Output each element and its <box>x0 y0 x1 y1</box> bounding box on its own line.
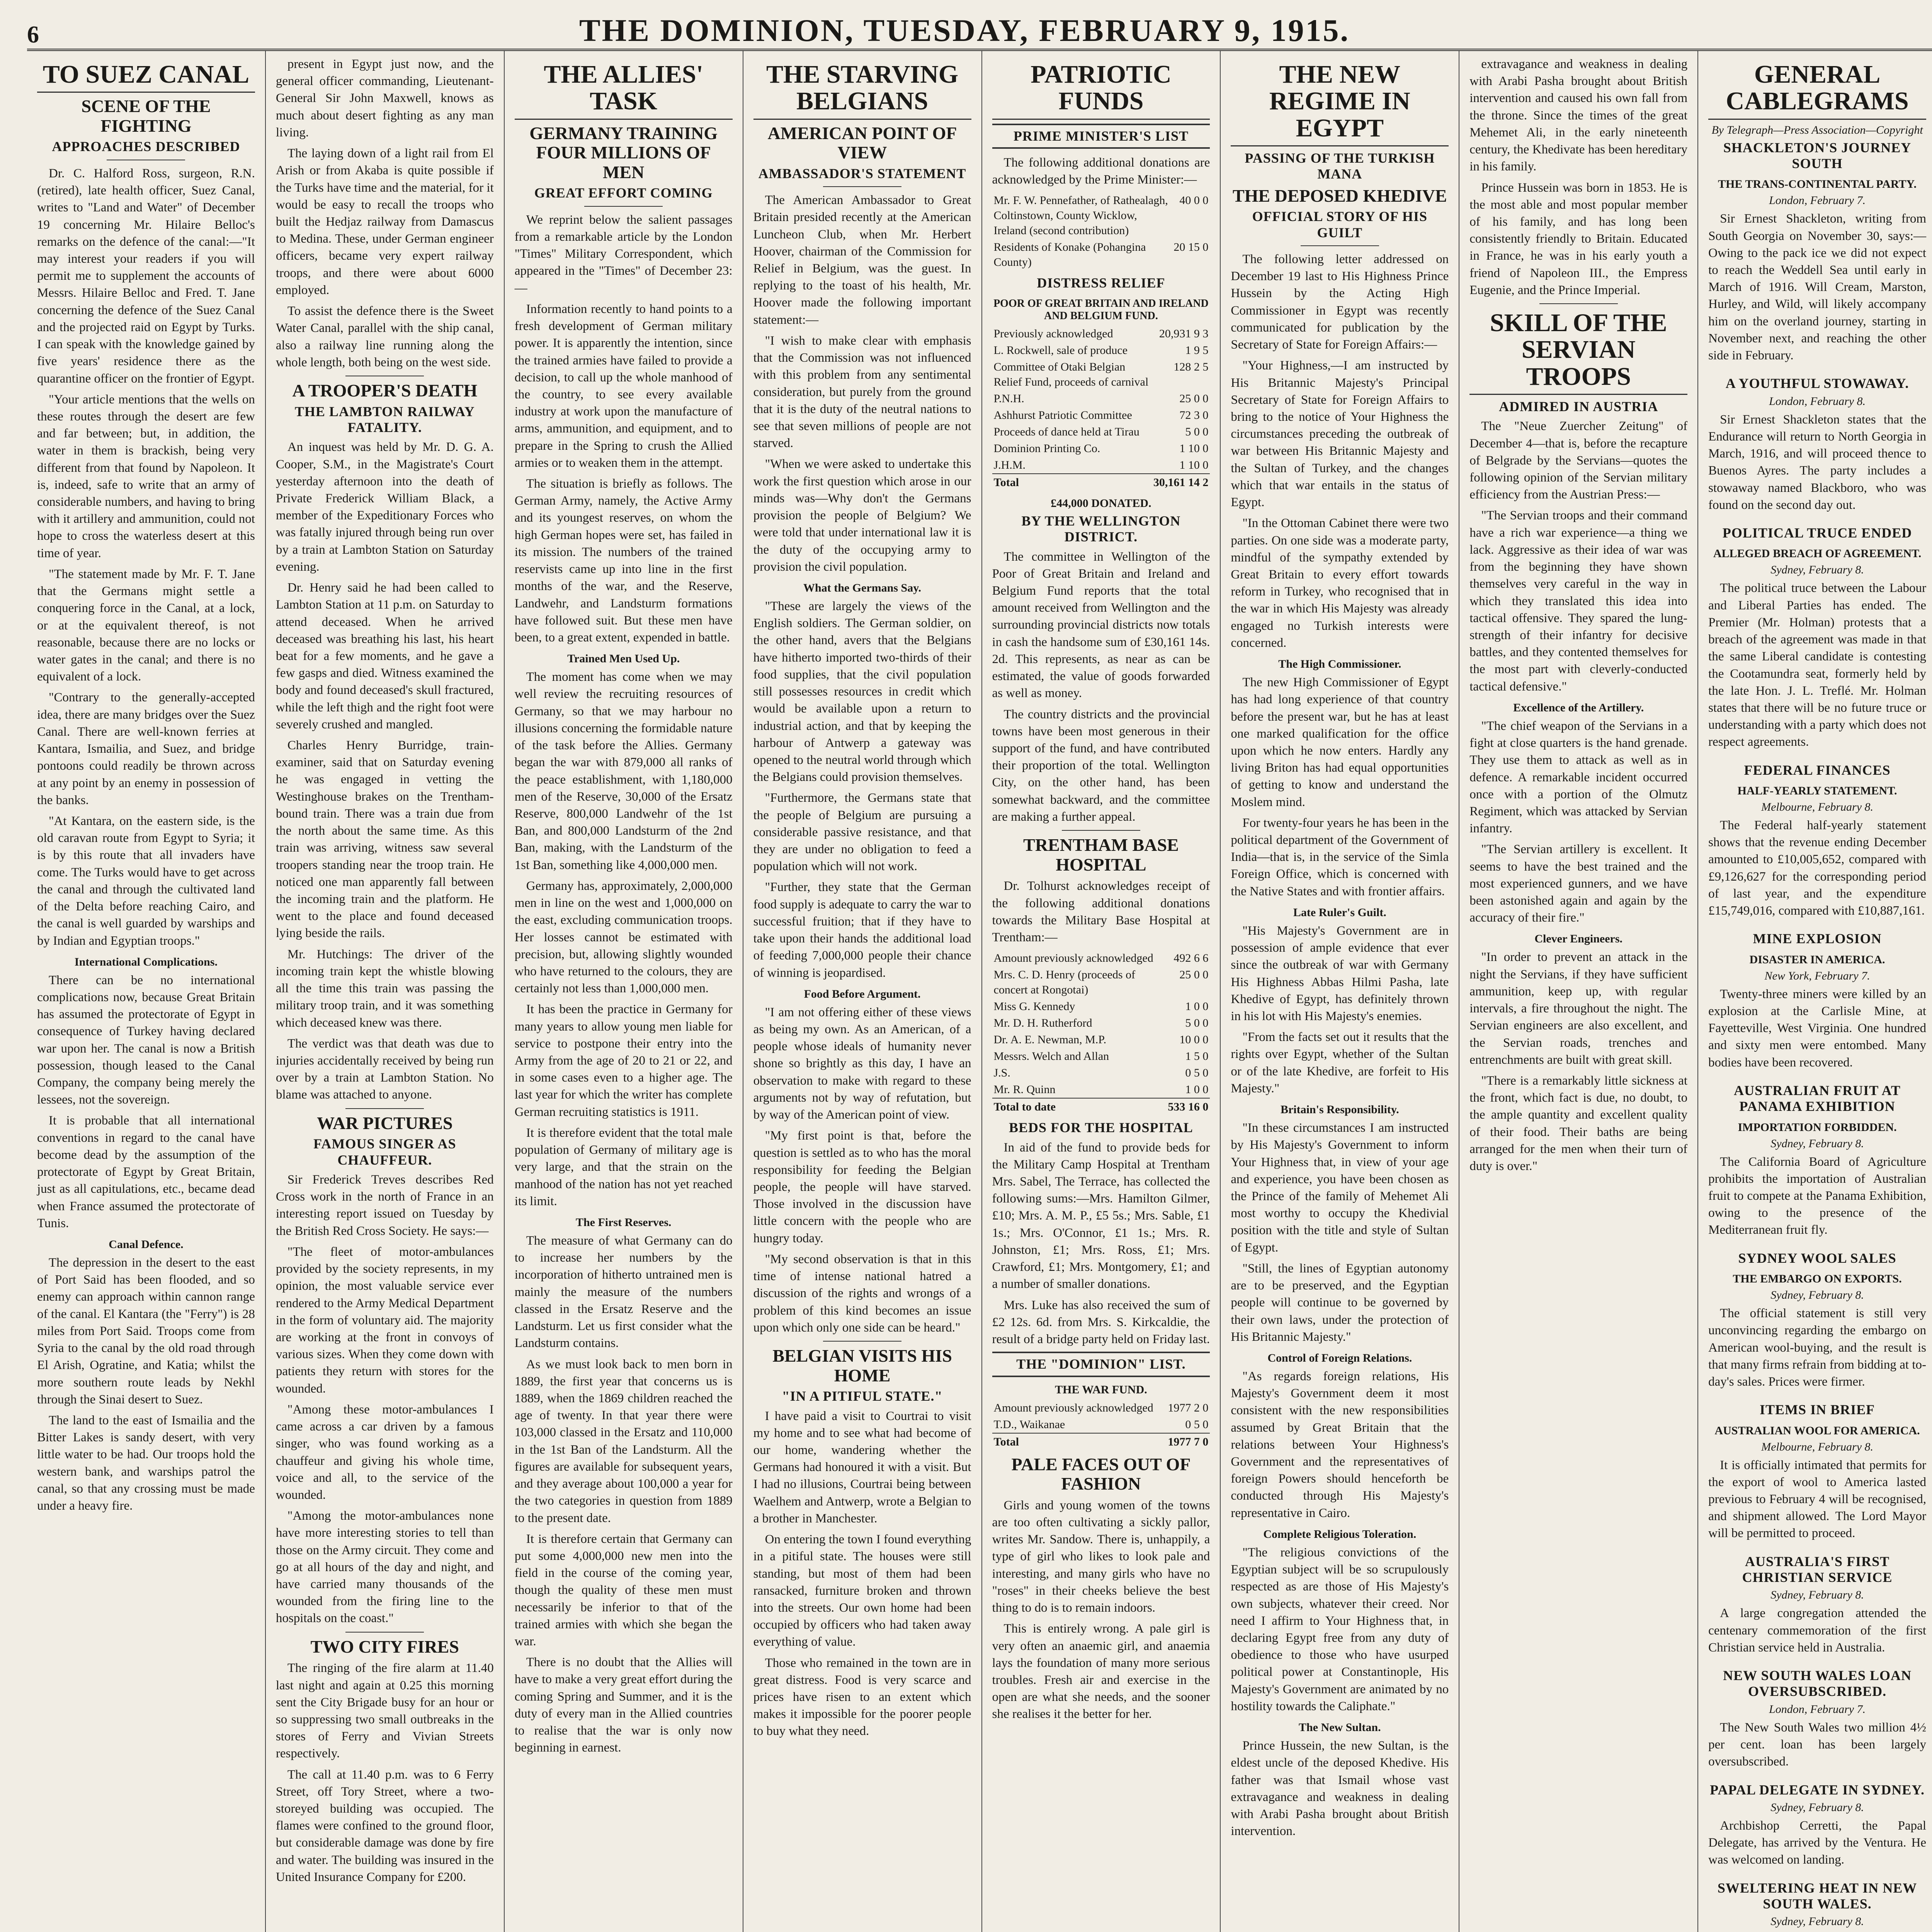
amount: 492 6 6 <box>1173 952 1209 965</box>
subhead-dominion-list: THE "DOMINION" LIST. <box>992 1352 1210 1377</box>
cable-dateline: Sydney, February 8. <box>1770 1801 1864 1814</box>
fund-intro: Dr. Tolhurst acknowledges receipt of the following additional donations towards the Military Base Hospital at Trentham:— <box>992 879 1210 944</box>
subsubhead-suez: APPROACHES DESCRIBED <box>52 139 240 155</box>
amount: 128 2 5 <box>1173 360 1209 373</box>
table-row <box>992 1400 1210 1416</box>
subhead-starving-belgians: AMERICAN POINT OF VIEW <box>767 123 957 163</box>
subhead-admired-austria: ADMIRED IN AUSTRIA <box>1499 398 1658 414</box>
article-paragraph: "The statement made by Mr. F. T. Jane that the Germans might settle a conquering force in the Canal, at a lock, or at the equivalent thereof, is not reasonable, because there are no locks or water gates in the canal; and there is no equivalent of a lock. <box>37 567 255 684</box>
total-label: Total to date <box>992 1098 1167 1115</box>
section-subhead: Canal Defence. <box>109 1238 184 1251</box>
cable-item <box>1708 762 1926 920</box>
donor: Mrs. C. D. Henry (proceeds of concert at Rongotai) <box>993 968 1136 997</box>
article-paragraph: This is entirely wrong. A pale girl is very often an anaemic girl, and anaemia lays the foundation of many more serious troubles. Fresh air and exercise in the open are what she needs, and the sooner she realises it the better for her. <box>992 1622 1210 1721</box>
donor: Mr. R. Quinn <box>993 1083 1056 1096</box>
article-paragraph: The call at 11.40 p.m. was to 6 Ferry Street, off Tory Street, where a two-storeyed building was occupied. The flames were confined to the ground floor, but considerable damage was done by fire and water. The building was insured in the United Insurance Company for £200. <box>276 1767 494 1884</box>
total-row <box>992 1098 1210 1115</box>
article-paragraph: "My first point is that, before the question is settled as to who has the moral responsibility for feeding the Belgian people, the people will have starved. Those involved in the discussion have little concern with the people who are hungry today. <box>753 1129 971 1245</box>
cable-subhead: THE EMBARGO ON EXPORTS. <box>1733 1272 1902 1286</box>
donor: P.N.H. <box>993 392 1024 405</box>
amount: 20 15 0 <box>1173 241 1209 254</box>
article-paragraph: Prince Hussein was born in 1853. He is the most able and most popular member of his family, and has long been consistently friendly to Britain. Educated in France, he was in his early youth a friend of Napoleon III., the Empress Eugenie, and the Prince Imperial. <box>1469 180 1688 297</box>
headline-allies-task: THE ALLIES' TASK <box>515 61 733 120</box>
donor: Ashhurst Patriotic Committee <box>993 408 1132 422</box>
donor: Amount previously acknowledged <box>993 952 1153 965</box>
headline-suez: TO SUEZ CANAL <box>37 61 255 93</box>
article-paragraph: For twenty-four years he has been in the political department of the Government of India—that is, in the service of the Simla Foreign Office, which is concerned with the Native States and with frontier affairs. <box>1231 816 1449 898</box>
article-paragraph: In aid of the fund to provide beds for the Military Camp Hospital at Trentham Mrs. Sabel, The Terrace, has collected the following sums:—Mrs. Hamilton Gilmer, £10; Mrs. A. M. P., £5 5s.; Mrs. Sable, £1 1s.; Mrs. O'Connor, £1 1s.; Mrs. R. Johnston, £1; Mrs. Ross, £1; Mrs. Crawford, £1; Mrs. Montgomery, £1; and a number of smaller donations. <box>992 1140 1210 1291</box>
article-paragraph: It has been the practice in Germany for many years to allow young men liable for service to postpone their entry into the Army from the age of 20 to 21 or 22, and in some cases even to a higher age. The last year for which the writer has complete German recruiting statistics is 1911. <box>514 1002 733 1119</box>
cable-headline: A YOUTHFUL STOWAWAY. <box>1725 376 1909 391</box>
headline-belgian-visits: BELGIAN VISITS HIS HOME <box>772 1345 952 1385</box>
cable-dateline: Sydney, February 8. <box>1770 1137 1864 1150</box>
donor: J.H.M. <box>993 458 1026 471</box>
subsubhead-allies-task: GREAT EFFORT COMING <box>534 185 713 201</box>
cable-text: The Federal half-yearly statement shows that the revenue ending December amounted to £10,005,652, compared with £9,126,627 for the corresponding period of last year, and the expenditure £15,749,016, compared with £10,887,161. <box>1708 818 1926 918</box>
donor: Dominion Printing Co. <box>993 442 1100 455</box>
fund-intro: The following additional donations are acknowledged by the Prime Minister:— <box>992 155 1210 187</box>
donated-note: £44,000 DONATED. <box>1051 497 1151 510</box>
section-subhead: Britain's Responsibility. <box>1280 1103 1399 1116</box>
cable-headline: SYDNEY WOOL SALES <box>1738 1250 1896 1266</box>
table-row <box>992 950 1210 966</box>
amount: 0 5 0 <box>1185 1066 1209 1080</box>
cable-text: A large congregation attended the centenary commemoration of the first Christian service held in Australia. <box>1708 1606 1926 1655</box>
cable-dateline: Sydney, February 8. <box>1770 1289 1864 1302</box>
cable-headline: SWELTERING HEAT IN NEW SOUTH WALES. <box>1717 1880 1917 1912</box>
masthead <box>27 13 1932 51</box>
article-paragraph: "Still, the lines of Egyptian autonomy are to be preserved, and the Egyptian people will continue to be governed by their own laws, under the protection of His Britannic Majesty." <box>1231 1261 1449 1344</box>
table-row <box>992 239 1210 270</box>
amount: 1 0 0 <box>1185 1083 1209 1096</box>
subhead-suez: SCENE OF THE FIGHTING <box>81 96 211 136</box>
amount: 1 9 5 <box>1185 344 1209 357</box>
article-paragraph: "His Majesty's Government are in possession of ample evidence that ever since the outbreak of war with Germany His Highness Abbas Hilmi Pasha, late Khedive of Egypt, has definitely thrown in his lot with His Majesty's enemies. <box>1231 923 1449 1024</box>
section-subhead: Food Before Argument. <box>804 987 921 1000</box>
cable-dateline: Sydney, February 8. <box>1770 1915 1864 1928</box>
table-row <box>992 359 1210 390</box>
subhead-war-pictures: FAMOUS SINGER AS CHAUFFEUR. <box>313 1136 456 1168</box>
article-paragraph: It is probable that all international conventions in regard to the canal have become dead by the assumption of the protectorate of Egypt by Great Britain, just as all capitulations, etc., became dead when France assumed the protectorate of Tunis. <box>37 1114 255 1230</box>
table-row <box>992 1065 1210 1081</box>
total-row <box>992 474 1210 491</box>
article-paragraph: Dr. C. Halford Ross, surgeon, R.N. (retired), late health officer, Suez Canal, writes to "Land and Water" of December 19 concerning Mr. Hilaire Belloc's remarks on the defence of the canal:—"It may interest your readers if you will permit me to supplement the accounts of Messrs. Hilaire Belloc and Fred. T. Jane concerning the defence of the Suez Canal and the projected raid on Egypt by Turks. I can speak with the knowledge gained by five years' residence there as the quarantine officer on the frontier of Egypt. <box>37 166 255 386</box>
table-row <box>992 457 1210 474</box>
subhead-distress-relief: DISTRESS RELIEF <box>1037 275 1165 291</box>
subsubhead-starving-belgians: AMBASSADOR'S STATEMENT <box>758 165 966 181</box>
article-paragraph: Charles Henry Burridge, train-examiner, said that on Saturday evening he was engaged in vetting the Westinghouse brakes on the Trentham-bound train. There was a train due from the north about the same time. As this train was arriving, witness saw several troopers standing near the troop train. He noticed one man apparently fall between the incoming train and the platform. He went to the place and found deceased lying beside the rails. <box>276 738 494 940</box>
article-paragraph: The committee in Wellington of the Poor of Great Britain and Ireland and Belgium Fund reports that the total amount received from Wellington and the surrounding provincial districts now totals in cash the handsome sum of £30,161 14s. 2d. This represents, as near as can be estimated, the value of goods forwarded as well as money. <box>992 549 1210 701</box>
cable-subhead: IMPORTATION FORBIDDEN. <box>1738 1121 1897 1134</box>
cable-item <box>1708 376 1926 514</box>
total-amount: 1977 7 0 <box>1164 1433 1210 1450</box>
article-paragraph: "The religious convictions of the Egyptian subject will be so scrupulously respected as are those of His Majesty's own subjects, whatever their creed. Nor need I affirm to Your Highness that, in declaring Egypt free from any duty of obedience to those who have usurped political power at Constantinople, His Majesty's Government are animated by no hostility towards the Caliphate." <box>1231 1545 1449 1713</box>
article-paragraph: There can be no international complications now, because Great Britain has assumed the protectorate of Egypt in consequence of Turkey having declared war upon her. The canal is now a British possession, though leased to the Canal Company, the company being merely the lessees, not the sovereign. <box>37 973 255 1107</box>
cable-item <box>1708 931 1926 1071</box>
table-row <box>992 390 1210 407</box>
war-fund-title: THE WAR FUND. <box>1055 1383 1147 1396</box>
table-row <box>992 407 1210 423</box>
cable-subhead: ALLEGED BREACH OF AGREEMENT. <box>1713 547 1922 560</box>
article-paragraph: The situation is briefly as follows. The German Army, namely, the Active Army and its youngest reserves, on whom the high German hopes were set, has failed in its mission. The numbers of the trained reservists came up into line in the first months of the war, and the Reserve, Landwehr, and Landsturm formations have followed suit. But these men have been, to a great extent, expended in battle. <box>514 477 733 645</box>
section-subhead: The First Reserves. <box>575 1216 672 1229</box>
article-paragraph: Mr. Hutchings: The driver of the incoming train kept the whistle blowing all the time this train was passing the military troop train, and it was something which deceased knew was there. <box>276 947 494 1030</box>
table-row <box>992 1015 1210 1031</box>
trentham-table <box>992 950 1210 1115</box>
article-paragraph: "As regards foreign relations, His Majesty's Government deem it most consistent with the new responsibilities assumed by Great Britain that the relations between Your Highness's Government and the representatives of foreign Powers should henceforth be conducted through His Majesty's representative in Cairo. <box>1231 1369 1449 1520</box>
amount: 1 0 0 <box>1185 1000 1209 1013</box>
amount: 72 3 0 <box>1179 408 1209 422</box>
section-subhead: The New Sultan. <box>1299 1721 1381 1734</box>
total-amount: 533 16 0 <box>1166 1098 1210 1115</box>
table-row <box>992 998 1210 1015</box>
section-subhead: Trained Men Used Up. <box>567 652 680 665</box>
total-amount: 30,161 14 2 <box>1152 474 1210 491</box>
article-paragraph: The "Neue Zuercher Zeitung" of December 4—that is, before the recapture of Belgrade by the Servians—quotes the following opinion of the Servian military efficiency from the Austrian Press:— <box>1469 419 1688 502</box>
headline-pale-faces: PALE FACES OUT OF FASHION <box>1011 1454 1191 1494</box>
section-subhead: Late Ruler's Guilt. <box>1293 906 1386 919</box>
amount: 1 5 0 <box>1185 1050 1209 1063</box>
subhead-trooper-death: THE LAMBTON RAILWAY FATALITY. <box>294 403 475 435</box>
article-paragraph: "These are largely the views of the English soldiers. The German soldier, on the other hand, avers that the Belgians have hitherto imported two-thirds of their food supplies, that the civil population still possesses resources in credit which would be available upon a return to industrial action, and that by keeping the harbour of Antwerp a gateway was opened to the neutral world through which the Belgians could provision themselves. <box>753 599 971 784</box>
cable-subhead: AUSTRALIAN WOOL FOR AMERICA. <box>1714 1424 1920 1437</box>
headline-general-cablegrams: GENERAL CABLEGRAMS <box>1708 61 1926 120</box>
cable-dateline: London, February 8. <box>1769 395 1866 408</box>
page-number: 6 <box>27 22 39 48</box>
column-7 <box>1459 51 1698 1932</box>
amount: 5 0 0 <box>1185 1017 1209 1030</box>
cable-byline: By Telegraph—Press Association—Copyright <box>1711 123 1923 136</box>
article-paragraph: "The Servian artillery is excellent. It seems to have the best trained and the most experienced gunners, and we have been astonished again and again by the accuracy of their fire." <box>1469 842 1688 925</box>
cable-text: Twenty-three miners were killed by an explosion at the Carlisle Mine, at Fayetteville, West Virginia. One hundred and sixty men were entombed. Many bodies have been recovered. <box>1708 987 1926 1070</box>
distress-relief-table <box>992 325 1210 491</box>
headline-patriotic-funds: PATRIOTIC FUNDS <box>992 61 1210 120</box>
distress-fund-name: POOR OF GREAT BRITAIN AND IRELAND AND BELGIUM FUND. <box>993 297 1209 322</box>
amount: 5 0 0 <box>1185 425 1209 438</box>
table-row <box>992 192 1210 239</box>
article-paragraph: "There is a remarkably little sickness at the front, which fact is due, no doubt, to the ample quantity and excellent quality of their food. Their baths are being arranged for the men when their turn of duty is over." <box>1469 1074 1688 1173</box>
article-paragraph: The laying down of a light rail from El Arish or from Akaba is quite possible if the Turks have time and the material, for it would be easy to recall the troops who built the Hedjaz railway from Damascus to Medina. These, under German engineer officers, became very expert railway troops, and there were about 6000 employed. <box>276 146 494 297</box>
cable-headline: NEW SOUTH WALES LOAN OVERSUBSCRIBED. <box>1723 1668 1912 1699</box>
cable-subhead: HALF-YEARLY STATEMENT. <box>1737 784 1897 798</box>
section-subhead: Control of Foreign Relations. <box>1267 1351 1412 1364</box>
article-paragraph: Dr. Henry said he had been called to Lambton Station at 11 p.m. on Saturday to attend deceased. When he arrived deceased was breathing his last, his heart beat for a few moments, and he gave a few gasps and died. Witness examined the body and found deceased's skull fractured, while the left thigh and the right foot were severely crushed and mangled. <box>276 581 494 731</box>
column-2 <box>266 51 505 1932</box>
column-8 <box>1698 51 1932 1932</box>
donor: Proceeds of dance held at Tirau <box>993 425 1139 438</box>
headline-war-pictures: WAR PICTURES <box>317 1113 453 1133</box>
cable-dateline: Melbourne, February 8. <box>1761 801 1874 814</box>
section-subhead: International Complications. <box>74 955 218 968</box>
donor: T.D., Waikanae <box>993 1418 1065 1431</box>
article-paragraph: The new High Commissioner of Egypt has had long experience of that country before the present war, but he has at least one marked qualification for the office upon which he now enters. Hardly any living Briton has had equal opportunities of getting to know and understand the Moslem mind. <box>1231 675 1449 809</box>
cable-item <box>1708 1250 1926 1390</box>
column-1 <box>27 51 266 1932</box>
article-paragraph: Germany has, approximately, 2,000,000 men in line on the west and 1,000,000 on the east, excluding communication troops. Her losses cannot be estimated with precision, but, allowing slightly wounded who have returned to the colours, they are certainly not less than 1,000,000 men. <box>514 879 733 996</box>
headline-new-regime-egypt: THE NEW REGIME IN EGYPT <box>1231 61 1449 146</box>
column-4 <box>743 51 982 1932</box>
article-paragraph: "In these circumstances I am instructed by His Majesty's Government to inform Your Highness that, in view of your age and experience, you have been chosen as the Prince of the family of Mehemet Ali most worthy to occupy the Khedivial position with the title and style of Sultan of Egypt. <box>1231 1121 1449 1255</box>
section-subhead: The High Commissioner. <box>1278 658 1401 671</box>
article-paragraph: Those who remained in the town are in great distress. Food is very scarce and prices have risen to an extent which makes it impossible for the poorer people to buy what they need. <box>753 1656 971 1738</box>
amount: 1977 2 0 <box>1168 1401 1209 1414</box>
donor: J.S. <box>993 1066 1010 1080</box>
headline-trentham-hospital: TRENTHAM BASE HOSPITAL <box>1023 835 1179 874</box>
section-subhead: Excellence of the Artillery. <box>1513 701 1644 714</box>
column-3 <box>505 51 743 1932</box>
cable-item <box>1708 1083 1926 1239</box>
article-paragraph: The verdict was that death was due to injuries accidentally received by being run over by a train at Lambton Station. No blame was attached to anyone. <box>276 1036 494 1102</box>
article-paragraph: "The Servian troops and their command have a rich war experience—a thing we lack. Aggressive as their idea of war was from the beginning they have shown themselves very careful in the way in which they translated this idea into tactical offensive. They spared the lung-strength of their infantry for decisive battles, and they contented themselves for the most part with cleverly-conducted tactical defensive." <box>1469 509 1688 694</box>
cable-dateline: London, February 7. <box>1769 194 1866 207</box>
subhead-belgian-visits: "IN A PITIFUL STATE." <box>782 1388 943 1404</box>
article-paragraph: The country districts and the provincial towns have been most generous in their support of the fund, and have contributed their proportion of the total. Wellington City, on the other hand, has been somewhat backward, and the committee are making a further appeal. <box>992 707 1210 824</box>
cable-dateline: Sydney, February 8. <box>1770 563 1864 577</box>
cable-text: The California Board of Agriculture prohibits the importation of Australian fruit to compete at the Panama Exhibition, owing to the presence of the Mediterranean fruit fly. <box>1708 1155 1926 1237</box>
cable-item <box>1708 1782 1926 1869</box>
article-paragraph: The land to the east of Ismailia and the Bitter Lakes is sandy desert, with very little water to be had. Our troops hold the western bank, and warships patrol the canal, so that any crossing must be made under a heavy fire. <box>37 1413 255 1513</box>
article-paragraph: Girls and young women of the towns are too often cultivating a sickly pallor, writes Mr. Sandow. There is, unhappily, a type of girl who likes to look pale and interesting, and many girls who have no "roses" in their cheeks believe the best thing to do is to remain indoors. <box>992 1498 1210 1615</box>
amount: 0 5 0 <box>1185 1418 1209 1431</box>
article-paragraph: The moment has come when we may well review the recruiting resources of Germany, so that we may harbour no illusions concerning the formidable nature of the task before the Allies. Germany began the war with 879,000 all ranks of the peace establishment, with 1,180,000 men of the Reserve, 30,000 of the Ersatz Reserve, 800,000 Landwehr of the 1st Ban, and 800,000 Landsturm of the 2nd Ban, making, with the Landsturm of the 1st Ban, something like 4,000,000 men. <box>514 670 733 872</box>
total-label: Total <box>992 1433 1164 1450</box>
cable-headline: SHACKLETON'S JOURNEY SOUTH <box>1723 139 1912 171</box>
headline-trooper-death: A TROOPER'S DEATH <box>292 380 478 400</box>
article-paragraph: "At Kantara, on the eastern side, is the old caravan route from Egypt to Syria; it is by this route that all invaders have come. The Turks would have to get across the canal and through the cultivated land of the Delta before reaching Cairo, and the canal is well guarded by warships and by Indian and Egyptian troops." <box>37 814 255 948</box>
cable-item <box>1708 1554 1926 1656</box>
article-paragraph: "The chief weapon of the Servians in a fight at close quarters is the hand grenade. They use them to attack as well as in defence. A remarkable incident occurred once with a portion of the Olmutz Regiment, which was attacked by Servian infantry. <box>1469 719 1688 836</box>
article-paragraph: "Among the motor-ambulances none have more interesting stories to tell than those on the Army circuit. They come and go at all hours of the day and night, and have carried many thousands of the wounded from the firing line to the hospitals on the coast." <box>276 1509 494 1626</box>
headline-servian-troops: SKILL OF THE SERVIAN TROOPS <box>1469 310 1687 395</box>
cable-subhead: DISASTER IN AMERICA. <box>1749 953 1885 966</box>
article-paragraph: The measure of what Germany can do to increase her numbers by the incorporation of hitherto untrained men is mainly the measure of the numbers classed in the Ersatz Reserve and the Landsturm. Let us first consider what the Landsturm contains. <box>514 1234 733 1350</box>
total-row <box>992 1433 1210 1450</box>
cable-text: Sir Ernest Shackleton states that the Endurance will return to North Georgia in March, 1916, and will proceed thence to Buenos Ayres. The party includes a stowaway named Blackboro, who was found on the second day out. <box>1708 412 1926 512</box>
article-paragraph: "From the facts set out it results that the rights over Egypt, whether of the Sultan or of the late Khedive, are forfeit to His Majesty." <box>1231 1030 1449 1095</box>
article-paragraph: "In the Ottoman Cabinet there were two parties. On one side was a moderate party, mindful of the sympathy extended by Great Britain to every effort towards reform in Turkey, who recognised that in the war in which His Majesty was already engaged no Turkish interests were concerned. <box>1231 516 1449 650</box>
article-paragraph: An inquest was held by Mr. D. G. A. Cooper, S.M., in the Magistrate's Court yesterday afternoon into the death of Private Frederick William Black, a member of the Expeditionary Forces who was fatally injured through being run over by a train at Lambton Station on Saturday evening. <box>276 440 494 574</box>
table-row <box>992 440 1210 457</box>
article-paragraph: The following letter addressed on December 19 last to His Highness Prince Hussein by the Acting High Commissioner in Egypt was recently communicated for publication by the Secretary of State for Foreign Affairs:— <box>1231 252 1449 352</box>
cable-headline: FEDERAL FINANCES <box>1744 762 1891 778</box>
cable-item <box>1708 140 1926 364</box>
total-label: Total <box>992 474 1152 491</box>
subhead-deposed-khedive: THE DEPOSED KHEDIVE <box>1232 185 1447 206</box>
article-paragraph: extravagance and weakness in dealing with Arabi Pasha brought about British intervention and caused his own fall from the throne. Since the times of the great Mehemet Ali, in the early nineteenth century, the Khedivate has been hereditary in his family. <box>1469 57 1688 174</box>
prime-ministers-list-table <box>992 192 1210 270</box>
cable-dateline: Melbourne, February 8. <box>1761 1440 1874 1453</box>
war-fund-table <box>992 1400 1210 1450</box>
cable-subhead: THE TRANS-CONTINENTAL PARTY. <box>1718 178 1917 191</box>
table-row <box>992 342 1210 359</box>
cable-dateline: Sydney, February 8. <box>1770 1588 1864 1602</box>
cable-text: Sir Ernest Shackleton, writing from South Georgia on November 30, says:— Owing to the pack ice we did not expect to reach the Weddell Sea until early in March of 1916. Will Cream, Marston, Hurley, and Wild, will likely accompany him on the overland journey, starting in November next, and reaching the other side in February. <box>1708 212 1926 363</box>
article-paragraph: On entering the town I found everything in a pitiful state. The houses were still standing, but most of them had been ransacked, furniture broken and thrown into the streets. Our own home had been occupied by officers who had taken away everything of value. <box>753 1532 971 1649</box>
donor: Dr. A. E. Newman, M.P. <box>993 1033 1107 1046</box>
subhead-prime-ministers-list: PRIME MINISTER'S LIST <box>992 124 1210 149</box>
article-paragraph: We reprint below the salient passages from a remarkable article by the London "Times" Military Correspondent, which appeared in the "Times" of December 23:— <box>514 213 733 295</box>
article-paragraph: The American Ambassador to Great Britain presided recently at the American Luncheon Club, when Mr. Herbert Hoover, chairman of the Commission for Relief in Belgium, was the guest. In replying to the toast of his health, Mr. Hoover made the following important statement:— <box>753 193 971 327</box>
newspaper-title: THE DOMINION, TUESDAY, FEBRUARY 9, 1915. <box>579 13 1350 48</box>
cable-dateline: New York, February 7. <box>1764 969 1870 982</box>
donor: Committee of Otaki Belgian Relief Fund, proceeds of carnival <box>993 360 1149 388</box>
subhead-official-story: OFFICIAL STORY OF HIS GUILT <box>1252 209 1428 240</box>
cable-headline: ITEMS IN BRIEF <box>1760 1402 1875 1418</box>
article-paragraph: Sir Frederick Treves describes Red Cross work in the north of France in an interesting report issued on Tuesday by the British Red Cross Society. He says:— <box>276 1173 494 1238</box>
article-paragraph: To assist the defence there is the Sweet Water Canal, parallel with the ship canal, also a railway line running along the whole length, both being on the west side. <box>276 304 494 369</box>
cable-text: The official statement is still very unconvincing regarding the embargo on American wool-buying, and the result is that many firms refrain from bidding at to-day's sales. Prices were firmer. <box>1708 1306 1926 1389</box>
amount: 25 0 0 <box>1179 968 1209 981</box>
article-paragraph: "I wish to make clear with emphasis that the Commission was not influenced with this problem from any sentimental consideration, but purely from the ground that it is the duty of the neutral nations to see that seven millions of people are not starved. <box>753 333 971 451</box>
donor: L. Rockwell, sale of produce <box>993 344 1128 357</box>
cable-text: Archbishop Cerretti, the Papal Delegate, has arrived by the Ventura. He was welcomed on landing. <box>1708 1818 1926 1867</box>
article-paragraph: "In order to prevent an attack in the night the Servians, if they have sufficient ammunition, keep up, with regular intervals, a fire throughout the night. The Servian engineers are also excellent, and the Servian roads, trenches and entrenchments are built with great skill. <box>1469 950 1688 1067</box>
article-paragraph: The depression in the desert to the east of Port Said has been flooded, and so enemy can approach within cannon range of the canal. El Kantara (the "Ferry") is 28 miles from Port Said. Troops come from Syria to the canal by the old road through El Arish, Ogratine, and Katia; whilst the more southern route leads by Nekhl through the Sinai desert to Suez. <box>37 1256 255 1406</box>
cable-text: It is officially intimated that permits for the export of wool to America lasted previous to February 4 will be recognised, and shipment allowed. The Lord Mayor will be permitted to proceed. <box>1708 1458 1926 1541</box>
table-row <box>992 423 1210 440</box>
article-paragraph: Prince Hussein, the new Sultan, is the eldest uncle of the deposed Khedive. His father was that Ismail whose vast extravagance and weakness in dealing with Arabi Pasha brought about British intervention. <box>1231 1739 1449 1838</box>
table-row <box>992 325 1210 342</box>
amount: 10 0 0 <box>1179 1033 1209 1046</box>
article-paragraph: "The fleet of motor-ambulances provided by the society represents, in my opinion, the most valuable service ever rendered to the Army Medical Department in the form of voluntary aid. The majority are working at the front in convoys of various sizes. When they come down with patients they return with stores for the wounded. <box>276 1245 494 1396</box>
subhead-turkish-mana: PASSING OF THE TURKISH MANA <box>1245 150 1435 182</box>
article-paragraph: present in Egypt just now, and the general officer commanding, Lieutenant-General Sir John Maxwell, knows as much about desert fighting as any man living. <box>276 57 494 139</box>
table-row <box>992 1081 1210 1098</box>
subhead-allies-task: GERMANY TRAINING FOUR MILLIONS OF MEN <box>529 123 718 182</box>
article-paragraph: "My second observation is that in this time of intense national hatred a discussion of the rights and wrongs of a problem of this kind becomes an issue upon which only one side can be heard." <box>753 1252 971 1335</box>
article-paragraph: "When we were asked to undertake this work the first question which arose in our minds was—Why don't the Germans provision the people of Belgium? We were told that under international law it is the duty of the occupying army to provision the civil population. <box>753 457 971 574</box>
cable-text: The New South Wales two million 4½ per cent. loan has been largely oversubscribed. <box>1708 1720 1926 1769</box>
donor: Mr. D. H. Rutherford <box>993 1017 1092 1030</box>
article-paragraph: I have paid a visit to Courtrai to visit my home and to see what had become of our home, wandering whether the Germans had honoured it with a visit. But I had no illusions, Courtrai being between Waelhem and Antwerp, wrote a Belgian to a brother in Manchester. <box>753 1409 971 1526</box>
headline-starving-belgians: THE STARVING BELGIANS <box>753 61 971 120</box>
article-paragraph: "Your Highness,—I am instructed by His Britannic Majesty's Principal Secretary of State for Foreign Affairs to bring to the notice of Your Highness the circumstances preceding the outbreak of war between His Britannic Majesty and the Sultan of Turkey, and the changes which that war entails in the status of Egypt. <box>1231 359 1449 510</box>
donor: Amount previously acknowledged <box>993 1401 1153 1414</box>
table-row <box>992 966 1210 998</box>
table-row <box>992 1416 1210 1433</box>
article-paragraph: Information recently to hand points to a fresh development of German military power. It is apparently the intention, since the trained armies have failed to provide a decision, to call up the whole manhood of the country, to see every available industry at work upon the manufacture of arms, ammunition, and equipment, and to prepare in the Spring to crush the Allied armies or to weaken them in the attempt. <box>514 302 733 470</box>
cable-headline: AUSTRALIAN FRUIT AT PANAMA EXHIBITION <box>1734 1082 1901 1114</box>
article-paragraph: "Furthermore, the Germans state that the people of Belgium are pursuing a considerable passive resistance, and that they are under no obligation to feed a population which will not work. <box>753 791 971 874</box>
article-paragraph: "Among these motor-ambulances I came across a car driven by a famous singer, who was found working as a chauffeur and giving his whole time, voice and all, to the service of the wounded. <box>276 1402 494 1502</box>
article-paragraph: The ringing of the fire alarm at 11.40 last night and again at 0.25 this morning sent the City Brigade busy for an hour or so suppressing two small outbreaks in the stores of Ferry and Vivian Streets respectively. <box>276 1661 494 1761</box>
section-subhead: What the Germans Say. <box>803 581 922 594</box>
article-paragraph: "Your article mentions that the wells on these routes through the desert are few and far between; but, in addition, the water in them is brackish, being very different from that found by Napoleon. It is, indeed, safe to write that an army of considerable numbers, and having to bring with it artillery and ammunition, could not hope to cross the waterless desert at this time of year. <box>37 392 255 560</box>
cable-item <box>1708 1402 1926 1542</box>
donor: Mr. F. W. Pennefather, of Rathealagh, Coltinstown, County Wicklow, Ireland (second contribution) <box>993 194 1168 237</box>
headline-city-fires: TWO CITY FIRES <box>310 1636 459 1656</box>
cable-headline: AUSTRALIA'S FIRST CHRISTIAN SERVICE <box>1742 1553 1893 1585</box>
donor: Miss G. Kennedy <box>993 1000 1075 1013</box>
article-paragraph: It is therefore evident that the total male population of Germany of military age is very large, and that the strain on the manhood of the nation has not yet reached its limit. <box>514 1126 733 1208</box>
columns <box>27 51 1932 1932</box>
cable-item <box>1708 1880 1926 1932</box>
cable-dateline: London, February 7. <box>1769 1702 1866 1716</box>
cable-headline: MINE EXPLOSION <box>1753 931 1882 947</box>
subhead-beds-hospital: BEDS FOR THE HOSPITAL <box>1009 1120 1193 1136</box>
amount: 1 10 0 <box>1179 458 1209 471</box>
article-paragraph: "I am not offering either of these views as being my own. As an American, of a people whose ideals of humanity never shone so brightly as this day, I have an observation to make with regard to these arguments not by way of refutation, but by way of the American point of view. <box>753 1005 971 1122</box>
article-paragraph: Mrs. Luke has also received the sum of £2 12s. 6d. from Mrs. S. Kirkcaldie, the result of a bridge party held on Friday last. <box>992 1298 1210 1346</box>
article-paragraph: "Contrary to the generally-accepted idea, there are many bridges over the Suez Canal. There are well-known ferries at Kantara, Ismailia, and Suez, and bridge pontoons could readily be thrown across at any point by an enemy in possession of the banks. <box>37 690 255 807</box>
amount: 1 10 0 <box>1179 442 1209 455</box>
column-5 <box>982 51 1221 1932</box>
section-subhead: Complete Religious Toleration. <box>1263 1527 1417 1541</box>
table-row <box>992 1048 1210 1065</box>
donor: Messrs. Welch and Allan <box>993 1050 1109 1063</box>
article-paragraph: There is no doubt that the Allies will have to make a very great effort during the coming Spring and Summer, and it is the duty of every man in the Allied countries to realise that the war is only now beginning in earnest. <box>514 1655 733 1755</box>
cable-text: The political truce between the Labour and Liberal Parties has ended. The Premier (Mr. Holman) protests that a breach of the agreement was made in that the same Liberal candidate is contesting the Cootamundra seat, formerly held by the late Hon. J. L. Treflé. Mr. Holman states that there will be no future truce or understanding with a party which does not respect agreements. <box>1708 581 1926 749</box>
cable-headline: POLITICAL TRUCE ENDED <box>1722 525 1912 541</box>
column-6 <box>1221 51 1459 1932</box>
cable-list <box>1708 140 1926 1932</box>
amount: 40 0 0 <box>1179 194 1209 207</box>
cable-item <box>1708 525 1926 751</box>
article-paragraph: "Further, they state that the German food supply is adequate to carry the war to successful fruition; that if they have to take upon their hands the additional load of feeding 7,000,000 people their chance of winning is jeopardised. <box>753 880 971 980</box>
donor: Residents of Konake (Pohangina County) <box>993 241 1146 269</box>
amount: 25 0 0 <box>1179 392 1209 405</box>
amount: 20,931 9 3 <box>1159 327 1209 340</box>
article-paragraph: It is therefore certain that Germany can put some 4,000,000 new men into the field in the course of the coming year, though the quality of these men must necessarily be inferior to that of the trained armies with which she began the war. <box>514 1532 733 1649</box>
subhead-wellington-district: BY THE WELLINGTON DISTRICT. <box>1021 513 1181 545</box>
cable-headline: PAPAL DELEGATE IN SYDNEY. <box>1710 1782 1925 1798</box>
article-paragraph: As we must look back to men born in 1889, the first year that concerns us is 1889, when the 1869 children reached the age of twenty. In that year there were 103,000 classed in the Ersatz and 110,000 in the 1st Ban of the Landsturm. All the figures are available for subsequent years, and they average about 100,000 a year for the two categories in question from 1889 to the present date. <box>514 1357 733 1525</box>
section-subhead: Clever Engineers. <box>1534 932 1623 946</box>
donor: Previously acknowledged <box>993 327 1113 340</box>
cable-item <box>1708 1668 1926 1770</box>
table-row <box>992 1031 1210 1048</box>
